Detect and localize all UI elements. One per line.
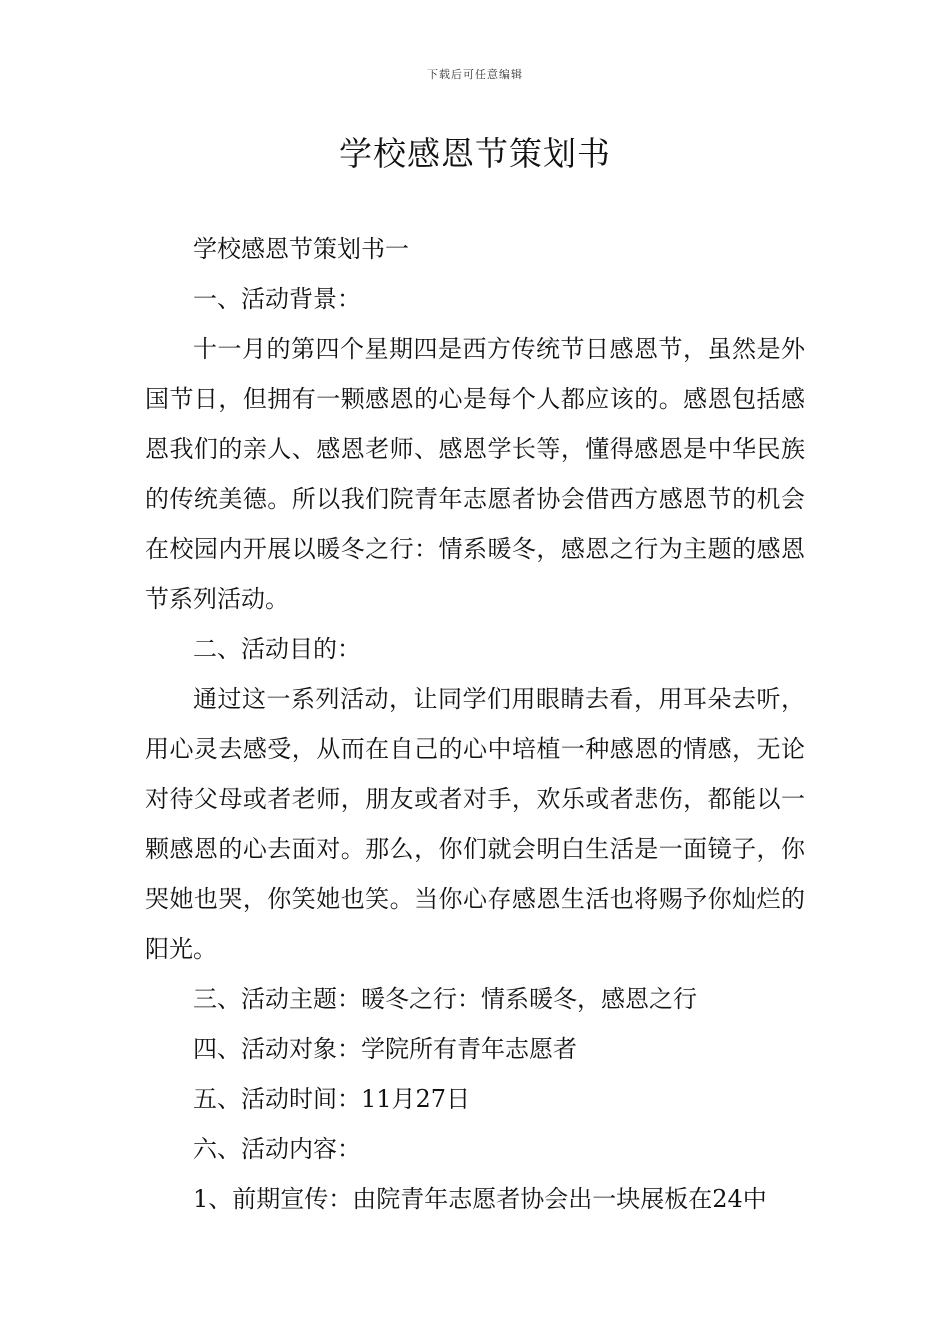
- section-heading: 一、活动背景：: [193, 285, 361, 313]
- body-line: 三、活动主题：暖冬之行：情系暖冬，感恩之行: [193, 985, 697, 1013]
- body-line: 1、前期宣传：由院青年志愿者协会出一块展板在24中: [193, 1185, 767, 1213]
- document-body: [145, 224, 805, 1224]
- section-heading: 二、活动目的：: [193, 635, 361, 663]
- header-note: 下载后可任意编辑: [427, 68, 523, 81]
- body-line: 五、活动时间：11月27日: [193, 1085, 471, 1113]
- body-line: 四、活动对象：学院所有青年志愿者: [193, 1035, 577, 1063]
- section-heading: 学校感恩节策划书一: [193, 235, 409, 263]
- section-heading: 六、活动内容：: [193, 1135, 361, 1163]
- body-paragraph: 十一月的第四个星期四是西方传统节日感恩节，虽然是外国节日，但拥有一颗感恩的心是每个人都应该的。感恩包括感恩我们的亲人、感恩老师、感恩学长等，懂得感恩是中华民族的传统美德。所以我们院青年志愿者协会借西方感恩节的机会在校园内开展以暖冬之行：情系暖冬，感恩之行为主题的感恩节系列活动。: [145, 335, 805, 613]
- document-title: 学校感恩节策划书: [339, 134, 611, 173]
- body-paragraph: 通过这一系列活动，让同学们用眼睛去看，用耳朵去听，用心灵去感受，从而在自己的心中培植一种感恩的情感，无论对待父母或者老师，朋友或者对手，欢乐或者悲伤，都能以一颗感恩的心去面对。那么，你们就会明白生活是一面镜子，你哭她也哭，你笑她也笑。当你心存感恩生活也将赐予你灿烂的阳光。: [145, 685, 805, 963]
